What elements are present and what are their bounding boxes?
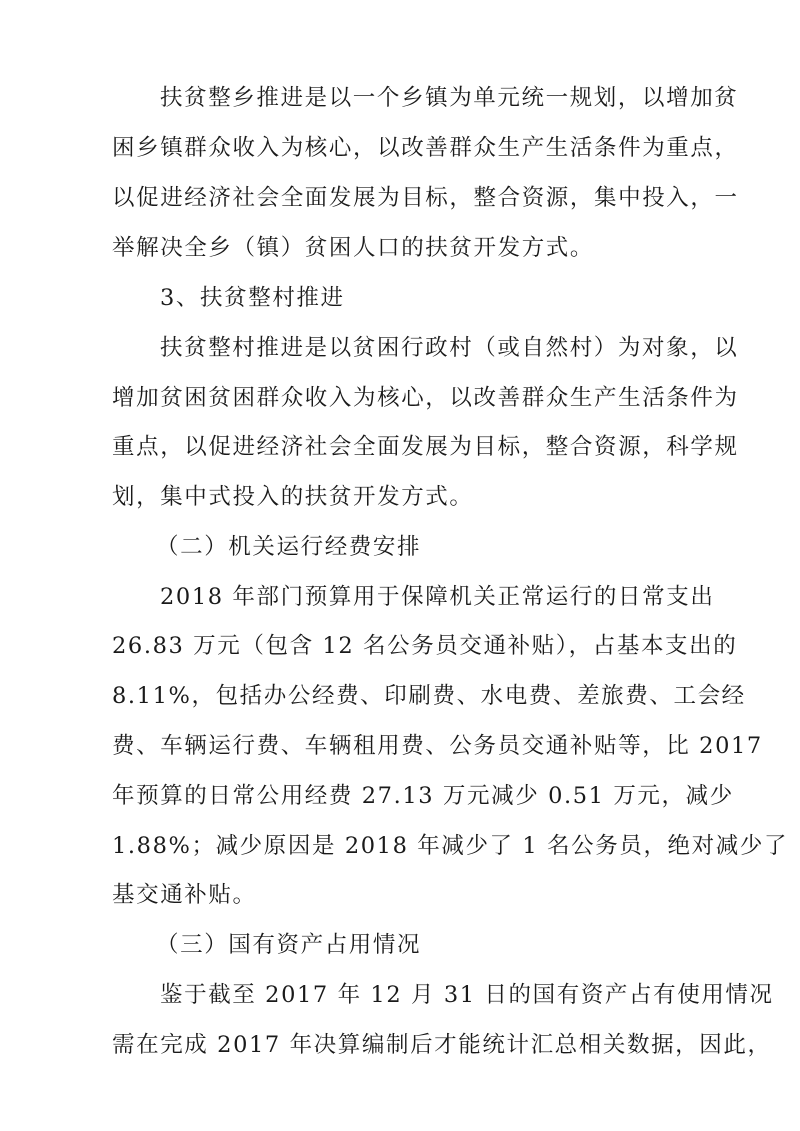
paragraph-line: 26.83 万元（包含 12 名公务员交通补贴），占基本支出的 <box>112 633 738 659</box>
section-heading: （二）机关运行经费安排 <box>156 534 422 560</box>
paragraph-line: 1.88%；减少原因是 2018 年减少了 1 名公务员，绝对减少了 <box>112 833 789 859</box>
paragraph-line: 费、车辆运行费、车辆租用费、公务员交通补贴等，比 2017 <box>112 733 763 759</box>
section-heading: （三）国有资产占用情况 <box>156 932 422 958</box>
section-heading: 3、扶贫整村推进 <box>160 285 345 311</box>
paragraph-line: 2018 年部门预算用于保障机关正常运行的日常支出 <box>160 584 715 610</box>
paragraph-line: 增加贫困贫困群众收入为核心，以改善群众生产生活条件为 <box>112 385 739 411</box>
paragraph-line: 年预算的日常公用经费 27.13 万元减少 0.51 万元，减少 <box>112 783 734 809</box>
paragraph-line: 鉴于截至 2017 年 12 月 31 日的国有资产占有使用情况 <box>160 982 774 1008</box>
paragraph-line: 以促进经济社会全面发展为目标，整合资源，集中投入，一 <box>112 185 739 211</box>
paragraph-line: 举解决全乡（镇）贫困人口的扶贫开发方式。 <box>112 235 595 261</box>
paragraph-line: 需在完成 2017 年决算编制后才能统计汇总相关数据，因此， <box>112 1032 772 1058</box>
paragraph-line: 8.11%，包括办公经费、印刷费、水电费、差旅费、工会经 <box>112 683 746 709</box>
paragraph-line: 划，集中式投入的扶贫开发方式。 <box>112 484 474 510</box>
paragraph-line: 扶贫整村推进是以贫困行政村（或自然村）为对象，以 <box>160 335 739 361</box>
paragraph-line: 困乡镇群众收入为核心，以改善群众生产生活条件为重点， <box>112 135 739 161</box>
paragraph-line: 重点，以促进经济社会全面发展为目标，整合资源，科学规 <box>112 434 739 460</box>
paragraph-line: 基交通补贴。 <box>112 882 257 908</box>
paragraph-line: 扶贫整乡推进是以一个乡镇为单元统一规划，以增加贫 <box>160 85 739 111</box>
